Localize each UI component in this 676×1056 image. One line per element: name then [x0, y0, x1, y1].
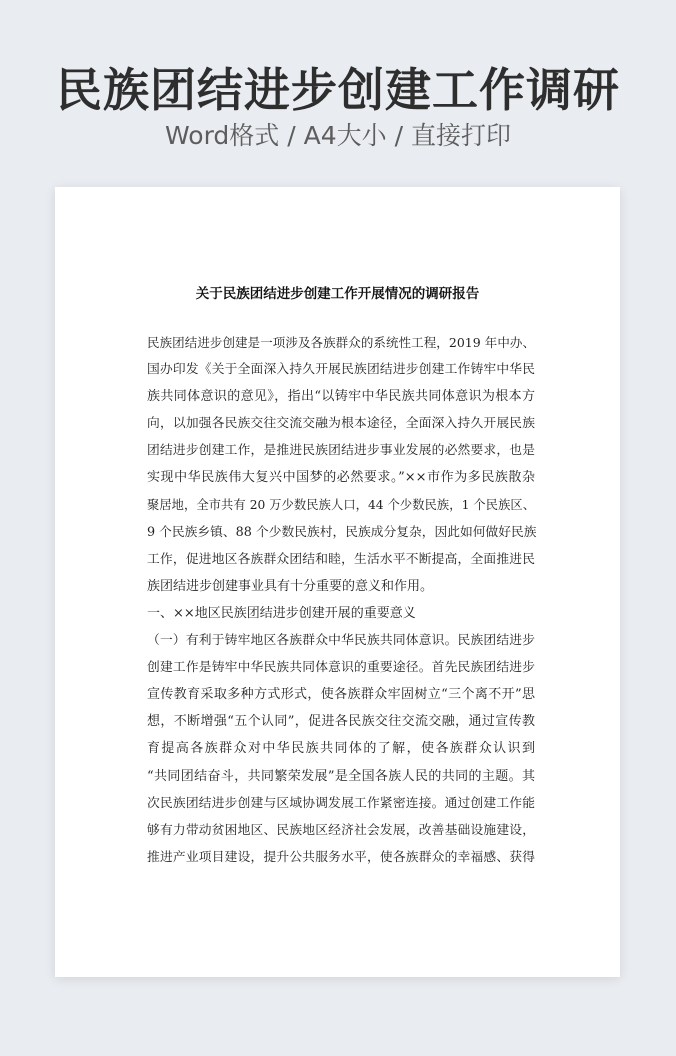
body-line: 次民族团结进步创建与区域协调发展工作紧密连接。通过创建工作能 — [147, 795, 535, 811]
body-line: 育提高各族群众对中华民族共同体的了解，使各族群众认识到 — [147, 741, 535, 757]
document-body — [147, 329, 535, 871]
body-line: 民族团结进步创建是一项涉及各族群众的系统性工程，2019 年中办、 — [147, 335, 535, 350]
body-line: 族团结进步创建事业具有十分重要的意义和作用。 — [147, 578, 434, 594]
body-line: 向，以加强各民族交往交流交融为根本途径，全面深入持久开展民族 — [147, 416, 535, 432]
body-line: 想，不断增强“五个认同”，促进各民族交往交流交融，通过宣传教 — [147, 714, 535, 730]
body-line: 够有力带动贫困地区、民族地区经济社会发展，改善基础设施建设， — [147, 822, 535, 838]
body-line: 聚居地，全市共有 20 万少数民族人口，44 个少数民族，1 个民族区、 — [147, 497, 535, 512]
body-line: （一）有利于铸牢地区各族群众中华民族共同体意识。民族团结进步 — [147, 633, 535, 649]
body-line: 工作，促进地区各族群众团结和睦，生活水平不断提高，全面推进民 — [147, 551, 535, 567]
body-line: 实现中华民族伟大复兴中国梦的必然要求。”××市作为多民族散杂 — [147, 470, 535, 486]
body-line: 创建工作是铸牢中华民族共同体意识的重要途径。首先民族团结进步 — [147, 660, 535, 676]
body-line: “共同团结奋斗，共同繁荣发展”是全国各族人民的共同的主题。其 — [147, 768, 535, 784]
body-line: 推进产业项目建设，提升公共服务水平，使各族群众的幸福感、获得 — [147, 849, 535, 865]
document-title: 关于民族团结进步创建工作开展情况的调研报告 — [195, 286, 480, 302]
body-line: 族共同体意识的意见》，指出“以铸牢中华民族共同体意识为根本方 — [147, 389, 535, 405]
banner-title: 民族团结进步创建工作调研 — [56, 63, 620, 117]
body-line: 团结进步创建工作，是推进民族团结进步事业发展的必然要求，也是 — [147, 443, 535, 459]
body-line: 宣传教育采取多种方式形式，使各族群众牢固树立“三个离不开”思 — [147, 687, 535, 703]
body-line: 国办印发《关于全面深入持久开展民族团结进步创建工作铸牢中华民 — [147, 362, 535, 378]
document-page — [55, 187, 620, 977]
banner-subtitle: Word格式 / A4大小 / 直接打印 — [165, 121, 511, 150]
section-heading: 一、××地区民族团结进步创建开展的重要意义 — [147, 605, 416, 621]
body-line: 9 个民族乡镇、88 个少数民族村，民族成分复杂，因此如何做好民族 — [147, 524, 537, 540]
banner — [0, 0, 676, 186]
